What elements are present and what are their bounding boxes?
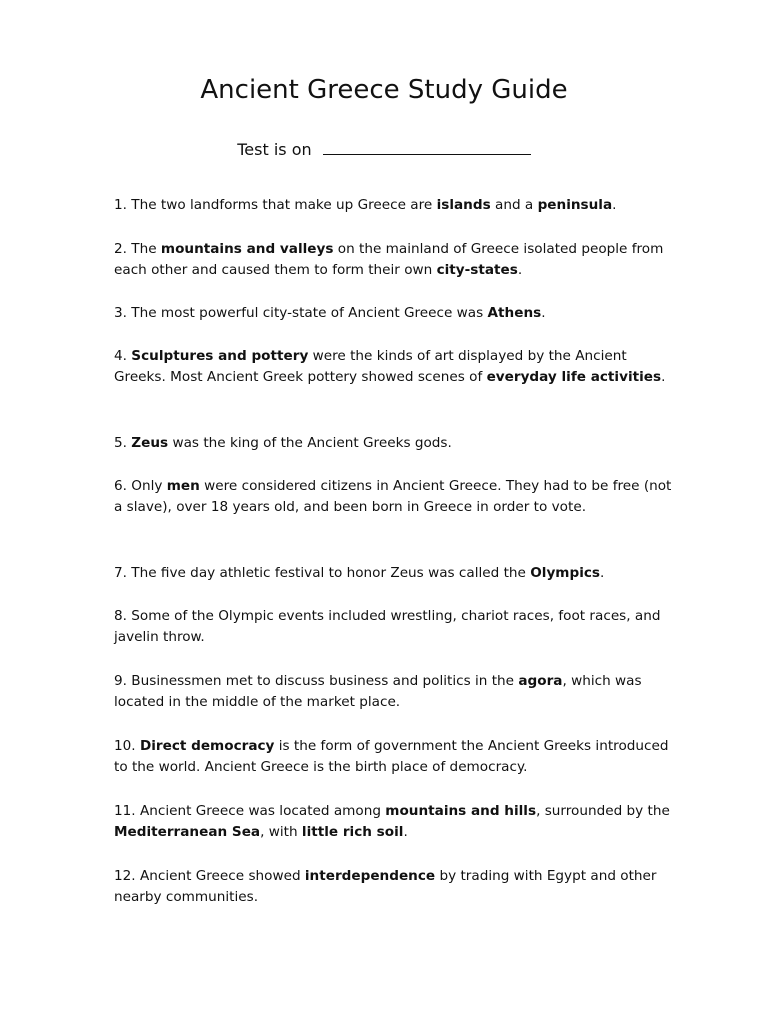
item-text: . xyxy=(612,196,617,213)
item-text: 6. Only xyxy=(114,477,167,494)
item-text: . xyxy=(541,304,546,321)
key-term: Sculptures and pottery xyxy=(131,347,309,364)
key-term: interdependence xyxy=(304,867,436,884)
item-text: were the kinds of art displayed by the Ancient Greeks. Most Ancient Greek pottery showed scenes of xyxy=(114,347,627,386)
list-item xyxy=(114,801,674,845)
list-item xyxy=(114,346,674,390)
list-item xyxy=(114,563,674,585)
list-item xyxy=(114,736,674,780)
item-text: . xyxy=(600,564,605,581)
key-term: agora xyxy=(518,672,563,689)
item-text: 7. The five day athletic festival to honor Zeus was called the xyxy=(114,564,531,581)
key-term: everyday life activities xyxy=(486,369,662,386)
key-term: islands xyxy=(436,196,491,213)
item-text: 10. xyxy=(114,737,140,754)
item-text: . xyxy=(517,262,523,279)
page-title: Ancient Greece Study Guide xyxy=(200,75,568,105)
list-item xyxy=(114,671,674,715)
test-date-blank xyxy=(323,136,531,155)
key-term: little rich soil xyxy=(301,824,404,841)
key-term: peninsula xyxy=(537,196,613,213)
item-text: . xyxy=(403,824,408,841)
list-item xyxy=(114,239,674,283)
item-text: , which was located in the middle of the market place. xyxy=(114,672,642,711)
key-term: Mediterranean Sea xyxy=(114,824,261,841)
item-text: is the form of government the Ancient Greeks introduced to the world. Ancient Greece is the birth place of democracy. xyxy=(114,737,669,776)
list-item xyxy=(114,195,674,217)
item-text: 8. Some of the Olympic events included wrestling, chariot races, foot races, and javelin throw. xyxy=(114,607,661,646)
list-item xyxy=(114,866,674,910)
item-text: . xyxy=(661,369,666,386)
item-text: by trading with Egypt and other nearby communities. xyxy=(114,867,657,906)
key-term: mountains and valleys xyxy=(160,240,334,257)
key-term: Olympics xyxy=(530,564,601,581)
item-text: 5. xyxy=(114,434,132,451)
key-term: city-states xyxy=(436,262,518,279)
item-text: 9. Businessmen met to discuss business and politics in the xyxy=(114,672,519,689)
key-term: Athens xyxy=(487,304,542,321)
item-text: 12. Ancient Greece showed xyxy=(114,867,305,884)
item-text: was the king of the Ancient Greeks gods. xyxy=(168,434,452,451)
test-date-label: Test is on xyxy=(237,140,312,159)
item-text: 1. The two landforms that make up Greece are xyxy=(114,196,437,213)
list-item xyxy=(114,303,674,325)
item-text: 11. Ancient Greece was located among xyxy=(114,802,386,819)
item-text: on the mainland of Greece isolated people from each other and caused them to form their own xyxy=(114,240,664,279)
list-item xyxy=(114,606,674,650)
item-text: , surrounded by the xyxy=(536,802,670,819)
key-term: Direct democracy xyxy=(139,737,275,754)
list-item xyxy=(114,433,674,455)
item-text: 2. The xyxy=(114,240,161,257)
item-text: , with xyxy=(260,824,302,841)
key-term: men xyxy=(166,477,200,494)
key-term: Zeus xyxy=(131,434,169,451)
item-text: 4. xyxy=(114,347,132,364)
item-text: were considered citizens in Ancient Greece. They had to be free (not a slave), over 18 years old, and been born in Greece in order to vote. xyxy=(114,477,672,516)
list-item xyxy=(114,476,674,520)
item-text: and a xyxy=(490,196,538,213)
key-term: mountains and hills xyxy=(385,802,537,819)
test-date-line xyxy=(0,136,768,162)
item-text: 3. The most powerful city-state of Ancient Greece was xyxy=(114,304,488,321)
